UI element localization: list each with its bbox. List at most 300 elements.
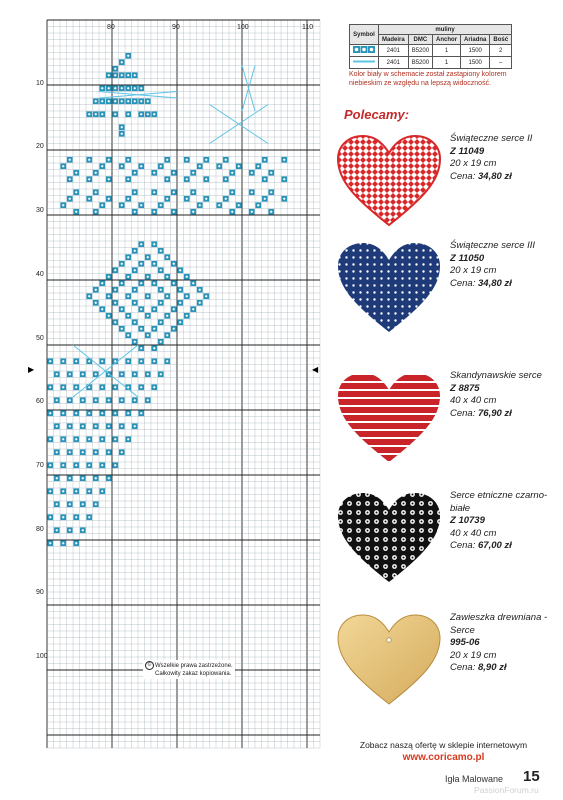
stitch-dot xyxy=(101,490,103,492)
stitch-dot xyxy=(95,425,97,427)
stitch-dot xyxy=(153,282,155,284)
stitch-dot xyxy=(127,55,129,57)
stitch-dot xyxy=(121,61,123,63)
left-axis-label: 100 xyxy=(36,653,48,660)
product-card[interactable] xyxy=(336,490,546,600)
legend-row xyxy=(350,57,512,69)
legend-madeira: 2401 xyxy=(379,45,409,57)
stitch-dot xyxy=(101,100,103,102)
product-name: Świąteczne serce II xyxy=(450,133,533,144)
stitch-dot xyxy=(75,464,77,466)
scandinavian-heart-icon xyxy=(336,370,442,466)
left-axis-label: 90 xyxy=(36,589,44,597)
stitch-dot xyxy=(140,204,142,206)
stitch-dot xyxy=(114,302,116,304)
product-code: Z 11050 xyxy=(450,252,485,264)
stitch-dot xyxy=(147,334,149,336)
stitch-dot xyxy=(147,276,149,278)
stitch-dot xyxy=(82,477,84,479)
stitch-dot xyxy=(153,308,155,310)
stitch-dot xyxy=(95,477,97,479)
stitch-dot xyxy=(101,113,103,115)
stitch-dot xyxy=(101,165,103,167)
price-label: Cena: xyxy=(450,540,476,551)
stitch-dot xyxy=(270,191,272,193)
cross-stitch-chart xyxy=(35,0,325,765)
stitch-dot xyxy=(199,302,201,304)
copyright-notice xyxy=(143,660,235,679)
top-axis-label: 80 xyxy=(107,24,115,31)
stitch-dot xyxy=(108,87,110,89)
product-info xyxy=(450,240,550,290)
stitch-dot xyxy=(140,87,142,89)
stitch-dot xyxy=(160,204,162,206)
stitch-dot xyxy=(49,464,51,466)
stitch-dot xyxy=(127,334,129,336)
stitch-dot xyxy=(173,211,175,213)
stitch-dot xyxy=(134,87,136,89)
stitch-dot xyxy=(56,425,58,427)
product-price: 34,80 zł xyxy=(478,277,512,289)
product-code: Z 10739 xyxy=(450,515,485,526)
legend-header-ariadna: Ariadna xyxy=(461,35,490,45)
stitch-dot xyxy=(231,172,233,174)
stitch-dot xyxy=(134,211,136,213)
product-code: Z 8875 xyxy=(450,382,480,394)
legend-anchor: 1 xyxy=(433,57,461,69)
stitch-dot xyxy=(101,464,103,466)
stitch-dot xyxy=(140,308,142,310)
stitch-dot xyxy=(108,198,110,200)
center-arrow-right-icon: ◀ xyxy=(312,365,319,374)
stitch-dot xyxy=(166,276,168,278)
stitch-dot xyxy=(264,178,266,180)
stitch-dot xyxy=(186,276,188,278)
stitch-dot xyxy=(251,191,253,193)
stitch-dot xyxy=(75,516,77,518)
stitch-dot xyxy=(231,191,233,193)
stitch-dot xyxy=(95,399,97,401)
stitch-dot xyxy=(166,295,168,297)
product-size: 40 x 40 cm xyxy=(450,527,497,539)
stitch-dot xyxy=(62,542,64,544)
stitch-dot xyxy=(199,289,201,291)
stitch-dot xyxy=(173,191,175,193)
legend-bosc: – xyxy=(490,57,512,69)
stitch-dot xyxy=(69,503,71,505)
stitch-dot xyxy=(108,74,110,76)
stitch-dot xyxy=(82,451,84,453)
left-axis-label: 30 xyxy=(36,207,44,215)
stitch-dot xyxy=(153,347,155,349)
stitch-dot xyxy=(205,295,207,297)
legend-note: Kolor biały w schemacie został zastąpiony kolorem niebieskim ze względu na lepszą widoczność. xyxy=(349,71,507,87)
stitch-dot xyxy=(49,412,51,414)
stitch-dot xyxy=(166,256,168,258)
stitch-dot xyxy=(114,386,116,388)
stitch-dot xyxy=(173,282,175,284)
stitch-dot xyxy=(231,211,233,213)
stitch-dot xyxy=(88,386,90,388)
stitch-dot xyxy=(160,341,162,343)
stitch-dot xyxy=(56,503,58,505)
stitch-dot xyxy=(225,178,227,180)
stitch-dot xyxy=(75,191,77,193)
stitch-dot xyxy=(62,204,64,206)
stitch-dot xyxy=(160,250,162,252)
thread-legend-table xyxy=(349,24,512,69)
stitch-dot xyxy=(160,269,162,271)
stitch-dot xyxy=(108,477,110,479)
stitch-dot xyxy=(160,302,162,304)
legend-anchor: 1 xyxy=(433,45,461,57)
stitch-dot xyxy=(62,386,64,388)
stitch-dot xyxy=(56,477,58,479)
legend-header-bosc: Bość xyxy=(490,35,512,45)
stitch-dot xyxy=(114,87,116,89)
legend-header-anchor: Anchor xyxy=(433,35,461,45)
product-card[interactable] xyxy=(336,240,546,350)
stitch-dot xyxy=(160,165,162,167)
stitch-dot xyxy=(153,113,155,115)
price-label: Cena: xyxy=(450,170,476,182)
stitch-dot xyxy=(49,542,51,544)
stitch-dot xyxy=(140,263,142,265)
product-size: 40 x 40 cm xyxy=(450,395,497,406)
stitch-dot xyxy=(186,315,188,317)
product-price: 34,80 zł xyxy=(478,170,512,182)
stitch-dot xyxy=(121,451,123,453)
stitch-dot xyxy=(134,269,136,271)
stitch-dot xyxy=(69,178,71,180)
stitch-dot xyxy=(153,360,155,362)
stitch-dot xyxy=(62,490,64,492)
price-label: Cena: xyxy=(450,277,476,289)
stitch-dot xyxy=(153,328,155,330)
legend-bosc: 2 xyxy=(490,45,512,57)
product-card[interactable] xyxy=(336,370,546,480)
stitch-dot xyxy=(140,243,142,245)
stitch-dot xyxy=(49,516,51,518)
stitch-dot xyxy=(179,302,181,304)
stitch-dot xyxy=(134,289,136,291)
stitch-dot xyxy=(192,282,194,284)
stitch-dot xyxy=(95,302,97,304)
stitch-dot xyxy=(127,315,129,317)
stitch-dot xyxy=(205,198,207,200)
stitch-dot xyxy=(218,204,220,206)
copyright-icon: © xyxy=(145,661,154,670)
stitch-dot xyxy=(127,360,129,362)
stitch-dot xyxy=(88,178,90,180)
stitch-dot xyxy=(192,172,194,174)
stitch-dot xyxy=(88,360,90,362)
stitch-dot xyxy=(88,159,90,161)
stitch-dot xyxy=(114,289,116,291)
stitch-dot xyxy=(108,315,110,317)
stitch-dot xyxy=(121,165,123,167)
stitch-dot xyxy=(140,386,142,388)
stitch-dot xyxy=(95,113,97,115)
stitch-dot xyxy=(179,321,181,323)
stitch-dot xyxy=(114,438,116,440)
stitch-dot xyxy=(75,211,77,213)
stitch-dot xyxy=(114,269,116,271)
stitch-dot xyxy=(101,204,103,206)
stitch-dot xyxy=(199,165,201,167)
stitch-dot xyxy=(88,516,90,518)
stitch-dot xyxy=(127,87,129,89)
product-info xyxy=(450,133,550,183)
stitch-dot xyxy=(88,412,90,414)
stitch-dot xyxy=(134,399,136,401)
stitch-dot xyxy=(270,172,272,174)
stitch-dot xyxy=(95,191,97,193)
stitch-dot xyxy=(121,133,123,135)
stitch-dot xyxy=(49,360,51,362)
product-price: 67,00 zł xyxy=(478,540,512,551)
shop-invite-text: Zobacz naszą ofertę w sklepie internetowym xyxy=(359,740,528,750)
copyright-line-1: Wszelkie prawa zastrzeżone. xyxy=(155,663,233,670)
stitch-dot xyxy=(166,334,168,336)
stitch-dot xyxy=(69,425,71,427)
product-card[interactable] xyxy=(336,133,546,243)
left-axis-label: 20 xyxy=(36,143,44,151)
product-info xyxy=(450,490,550,553)
stitch-dot xyxy=(147,399,149,401)
stitch-dot xyxy=(82,529,84,531)
stitch-dot xyxy=(114,68,116,70)
stitch-dot xyxy=(101,360,103,362)
stitch-dot xyxy=(62,360,64,362)
stitch-dot xyxy=(251,211,253,213)
stitch-dot xyxy=(134,341,136,343)
stitch-dot xyxy=(140,282,142,284)
stitch-dot xyxy=(108,100,110,102)
stitch-dot xyxy=(127,100,129,102)
stitch-dot xyxy=(88,295,90,297)
cross-stitch-icon xyxy=(350,45,379,57)
stitch-dot xyxy=(140,360,142,362)
stitch-dot xyxy=(69,529,71,531)
stitch-dot xyxy=(186,159,188,161)
stitch-dot xyxy=(264,159,266,161)
stitch-dot xyxy=(127,178,129,180)
stitch-dot xyxy=(205,159,207,161)
stitch-dot xyxy=(134,302,136,304)
stitch-dot xyxy=(101,386,103,388)
stitch-dot xyxy=(121,74,123,76)
stitch-dot xyxy=(127,256,129,258)
stitch-dot xyxy=(134,100,136,102)
stitch-dot xyxy=(69,159,71,161)
recommend-title: Polecamy: xyxy=(344,107,410,122)
stitch-dot xyxy=(173,328,175,330)
stitch-dot xyxy=(82,373,84,375)
stitch-dot xyxy=(127,74,129,76)
stitch-dot xyxy=(225,159,227,161)
stitch-dot xyxy=(147,315,149,317)
copyright-line-2: Całkowity zakaz kopiowania. xyxy=(155,671,232,678)
stitch-dot xyxy=(283,178,285,180)
stitch-dot xyxy=(173,263,175,265)
stitch-dot xyxy=(62,464,64,466)
stitch-dot xyxy=(134,321,136,323)
stitch-dot xyxy=(95,451,97,453)
stitch-dot xyxy=(134,425,136,427)
stitch-dot xyxy=(62,516,64,518)
stitch-dot xyxy=(95,100,97,102)
top-axis-label: 110 xyxy=(302,24,314,31)
stitch-dot xyxy=(114,412,116,414)
stitch-dot xyxy=(166,315,168,317)
stitch-dot xyxy=(56,373,58,375)
stitch-dot xyxy=(95,211,97,213)
stitch-dot xyxy=(166,178,168,180)
stitch-dot xyxy=(108,451,110,453)
product-size: 20 x 19 cm xyxy=(450,265,497,276)
stitch-dot xyxy=(88,198,90,200)
stitch-dot xyxy=(95,289,97,291)
stitch-dot xyxy=(134,250,136,252)
product-size: 20 x 19 cm xyxy=(450,158,497,169)
stitch-dot xyxy=(127,113,129,115)
product-name: Świąteczne serce III xyxy=(450,240,536,251)
stitch-dot xyxy=(82,399,84,401)
stitch-dot xyxy=(147,100,149,102)
stitch-dot xyxy=(121,328,123,330)
chart-grid xyxy=(35,0,325,765)
stitch-dot xyxy=(101,412,103,414)
magazine-name: Igła Malowane xyxy=(445,774,504,784)
stitch-dot xyxy=(101,87,103,89)
center-arrow-left-icon: ▶ xyxy=(28,365,35,374)
stitch-dot xyxy=(186,178,188,180)
stitch-dot xyxy=(108,276,110,278)
stitch-dot xyxy=(114,464,116,466)
product-price: 8,90 zł xyxy=(478,662,507,673)
legend-dmc: B5200 xyxy=(408,57,432,69)
stitch-dot xyxy=(95,503,97,505)
stitch-dot xyxy=(121,100,123,102)
left-axis-label: 10 xyxy=(36,79,44,87)
stitch-dot xyxy=(88,438,90,440)
stitch-dot xyxy=(56,529,58,531)
legend-ariadna: 1500 xyxy=(461,45,490,57)
stitch-dot xyxy=(283,198,285,200)
legend-dmc: B5200 xyxy=(408,45,432,57)
legend-header-dmc: DMC xyxy=(408,35,432,45)
left-axis-label: 70 xyxy=(36,461,44,469)
product-name: Serce etniczne czarno-białe xyxy=(450,490,548,514)
stitch-dot xyxy=(56,451,58,453)
stitch-dot xyxy=(160,321,162,323)
watermark: PassionForum.ru xyxy=(474,785,539,795)
stitch-dot xyxy=(238,204,240,206)
stitch-dot xyxy=(257,165,259,167)
stitch-dot xyxy=(121,282,123,284)
stitch-dot xyxy=(127,198,129,200)
stitch-dot xyxy=(75,542,77,544)
product-code: Z 11049 xyxy=(450,145,485,157)
stitch-dot xyxy=(140,165,142,167)
stitch-dot xyxy=(283,159,285,161)
stitch-dot xyxy=(114,100,116,102)
stitch-dot xyxy=(121,399,123,401)
navy-folk-heart-icon xyxy=(336,240,442,336)
top-axis-label: 100 xyxy=(237,24,249,31)
stitch-dot xyxy=(140,412,142,414)
stitch-dot xyxy=(56,399,58,401)
stitch-dot xyxy=(49,386,51,388)
stitch-dot xyxy=(264,198,266,200)
backstitch-line-icon xyxy=(350,57,379,69)
legend-madeira: 2401 xyxy=(379,57,409,69)
top-axis-label: 90 xyxy=(172,24,180,31)
stitch-dot xyxy=(134,373,136,375)
shop-link[interactable]: www.coricamo.pl xyxy=(402,752,485,763)
stitch-dot xyxy=(75,360,77,362)
stitch-dot xyxy=(88,490,90,492)
stitch-dot xyxy=(108,159,110,161)
stitch-dot xyxy=(121,126,123,128)
stitch-dot xyxy=(108,295,110,297)
product-code: 995-06 xyxy=(450,637,480,648)
stitch-dot xyxy=(192,211,194,213)
stitch-dot xyxy=(186,198,188,200)
stitch-dot xyxy=(140,113,142,115)
stitch-dot xyxy=(69,399,71,401)
stitch-dot xyxy=(114,74,116,76)
stitch-dot xyxy=(147,256,149,258)
stitch-dot xyxy=(153,191,155,193)
stitch-dot xyxy=(62,412,64,414)
stitch-dot xyxy=(173,172,175,174)
product-card[interactable] xyxy=(336,612,546,722)
stitch-dot xyxy=(192,308,194,310)
stitch-dot xyxy=(238,165,240,167)
stitch-dot xyxy=(121,263,123,265)
left-axis-label: 50 xyxy=(36,334,44,342)
red-folk-heart-icon xyxy=(336,133,442,229)
stitch-dot xyxy=(82,425,84,427)
stitch-dot xyxy=(88,464,90,466)
stitch-dot xyxy=(75,490,77,492)
stitch-dot xyxy=(134,74,136,76)
stitch-dot xyxy=(192,191,194,193)
stitch-dot xyxy=(82,503,84,505)
stitch-dot xyxy=(75,412,77,414)
stitch-dot xyxy=(88,113,90,115)
legend-group-header: muliny xyxy=(379,25,512,35)
stitch-dot xyxy=(101,282,103,284)
stitch-dot xyxy=(75,438,77,440)
stitch-dot xyxy=(166,159,168,161)
black-white-heart-icon xyxy=(336,490,442,586)
stitch-dot xyxy=(186,295,188,297)
stitch-dot xyxy=(257,204,259,206)
stitch-dot xyxy=(179,289,181,291)
stitch-dot xyxy=(140,347,142,349)
stitch-dot xyxy=(108,399,110,401)
stitch-dot xyxy=(153,243,155,245)
legend-row xyxy=(350,45,512,57)
stitch-dot xyxy=(160,289,162,291)
stitch-dot xyxy=(49,438,51,440)
stitch-dot xyxy=(95,172,97,174)
stitch-dot xyxy=(270,211,272,213)
price-label: Cena: xyxy=(450,662,476,673)
